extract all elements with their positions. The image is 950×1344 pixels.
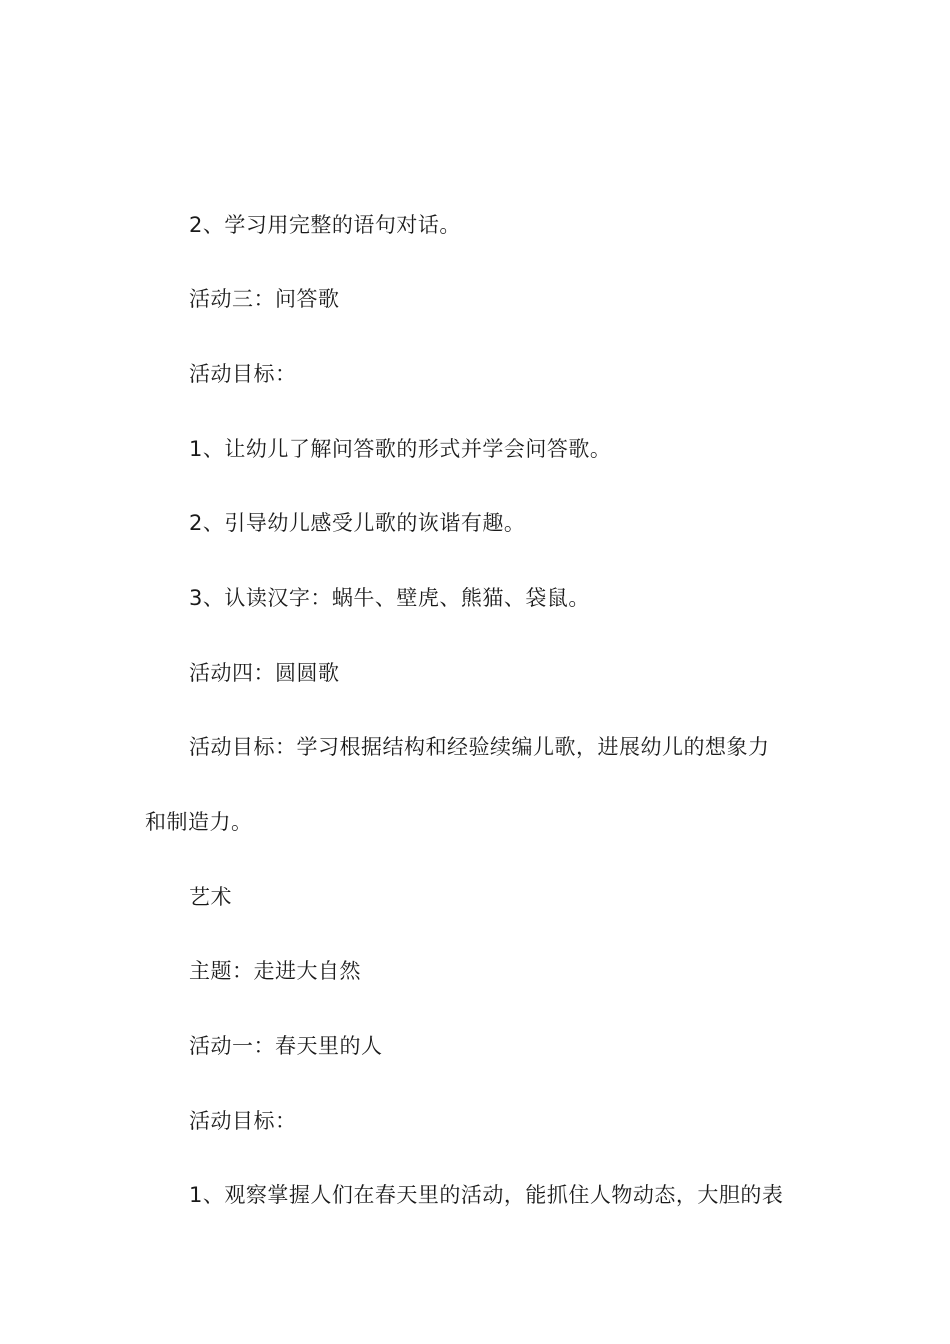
paragraph-line: 活动目标： — [189, 1109, 297, 1133]
paragraph-line: 2、引导幼儿感受儿歌的诙谐有趣。 — [189, 511, 526, 535]
paragraph-line: 3、认读汉字：蜗牛、壁虎、熊猫、袋鼠。 — [189, 586, 590, 610]
paragraph-line-continuation: 和制造力。 — [145, 810, 253, 834]
paragraph-line: 2、学习用完整的语句对话。 — [189, 213, 461, 237]
paragraph-line: 活动目标：学习根据结构和经验续编儿歌，进展幼儿的想象力 — [189, 735, 770, 759]
paragraph-line: 活动目标： — [189, 362, 297, 386]
paragraph-line: 1、观察掌握人们在春天里的活动，能抓住人物动态，大胆的表 — [189, 1183, 784, 1207]
section-heading: 活动一：春天里的人 — [189, 1034, 383, 1058]
section-heading: 艺术 — [189, 885, 232, 909]
section-heading: 活动四：圆圆歌 — [189, 661, 340, 685]
section-heading: 活动三：问答歌 — [189, 287, 340, 311]
paragraph-line: 1、让幼儿了解问答歌的形式并学会问答歌。 — [189, 437, 612, 461]
paragraph-line: 主题：走进大自然 — [189, 959, 361, 983]
